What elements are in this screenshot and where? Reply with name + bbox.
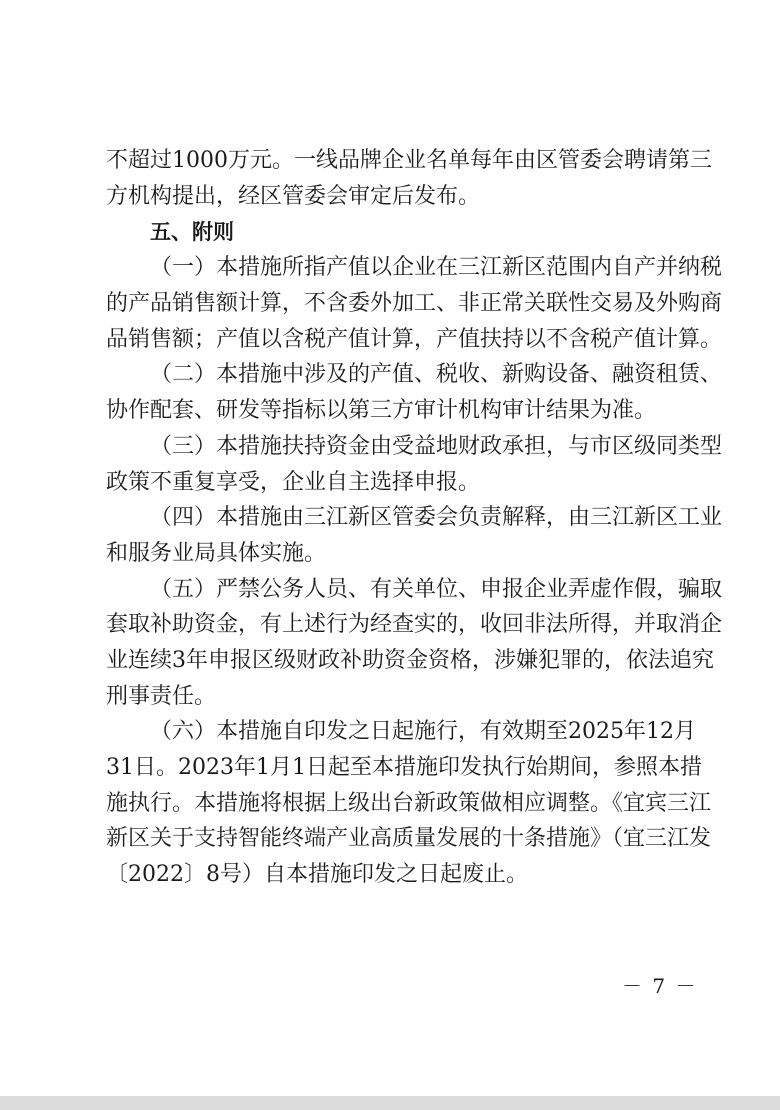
text-line: （四）本措施由三江新区管委会负责解释，由三江新区工业 [150, 505, 723, 531]
text-line: （六）本措施自印发之日起施行，有效期至2025年12月 [150, 719, 696, 745]
intro-paragraph [106, 143, 712, 214]
article-6 [106, 714, 712, 892]
section-heading: 五、附则 [150, 220, 234, 245]
text-line: 的产品销售额计算，不含委外加工、非正常关联性交易及外购商 [106, 291, 723, 317]
text-line: 31日。2023年1月1日起至本措施印发执行始期间，参照本措 [106, 755, 702, 780]
text-line: 协作配套、研发等指标以第三方审计机构审计结果为准。 [106, 398, 657, 424]
text-line: （三）本措施扶持资金由受益地财政承担，与市区级同类型 [150, 433, 723, 459]
text-line: （五）严禁公务人员、有关单位、申报企业弄虚作假，骗取 [150, 576, 723, 602]
article-1 [106, 250, 723, 357]
text-line: （二）本措施中涉及的产值、税收、新购设备、融资租赁、 [150, 362, 723, 388]
text-line: 业连续3年申报区级财政补助资金资格，涉嫌犯罪的，依法追究 [106, 647, 714, 673]
text-line: 方机构提出，经区管委会审定后发布。 [106, 183, 481, 209]
text-line: 不超过1000万元。一线品牌企业名单每年由区管委会聘请第三 [106, 148, 712, 173]
article-2 [106, 357, 723, 428]
text-line: 套取补助资金，有上述行为经查实的，收回非法所得，并取消企 [106, 612, 723, 638]
text-line: 品销售额；产值以含税产值计算，产值扶持以不含税产值计算。 [106, 326, 723, 352]
text-line: 和服务业局具体实施。 [106, 540, 327, 566]
document-body [106, 143, 723, 893]
article-3 [106, 429, 723, 500]
text-line: （一）本措施所指产值以企业在三江新区范围内自产并纳税 [150, 255, 723, 281]
text-line: 政策不重复享受，企业自主选择申报。 [106, 469, 481, 495]
text-line: 刑事责任。 [106, 683, 217, 709]
text-line: 施执行。本措施将根据上级出台新政策做相应调整。《宜宾三江 [106, 790, 712, 816]
viewer-bottom-edge [0, 1096, 780, 1110]
text-line: 〔2022〕8号）自本措施印发之日起废止。 [106, 862, 528, 888]
article-5 [106, 572, 723, 715]
text-line: 新区关于支持智能终端产业高质量发展的十条措施》（宜三江发 [106, 826, 712, 852]
article-4 [106, 500, 723, 571]
page-number: － 7 － [622, 974, 698, 998]
